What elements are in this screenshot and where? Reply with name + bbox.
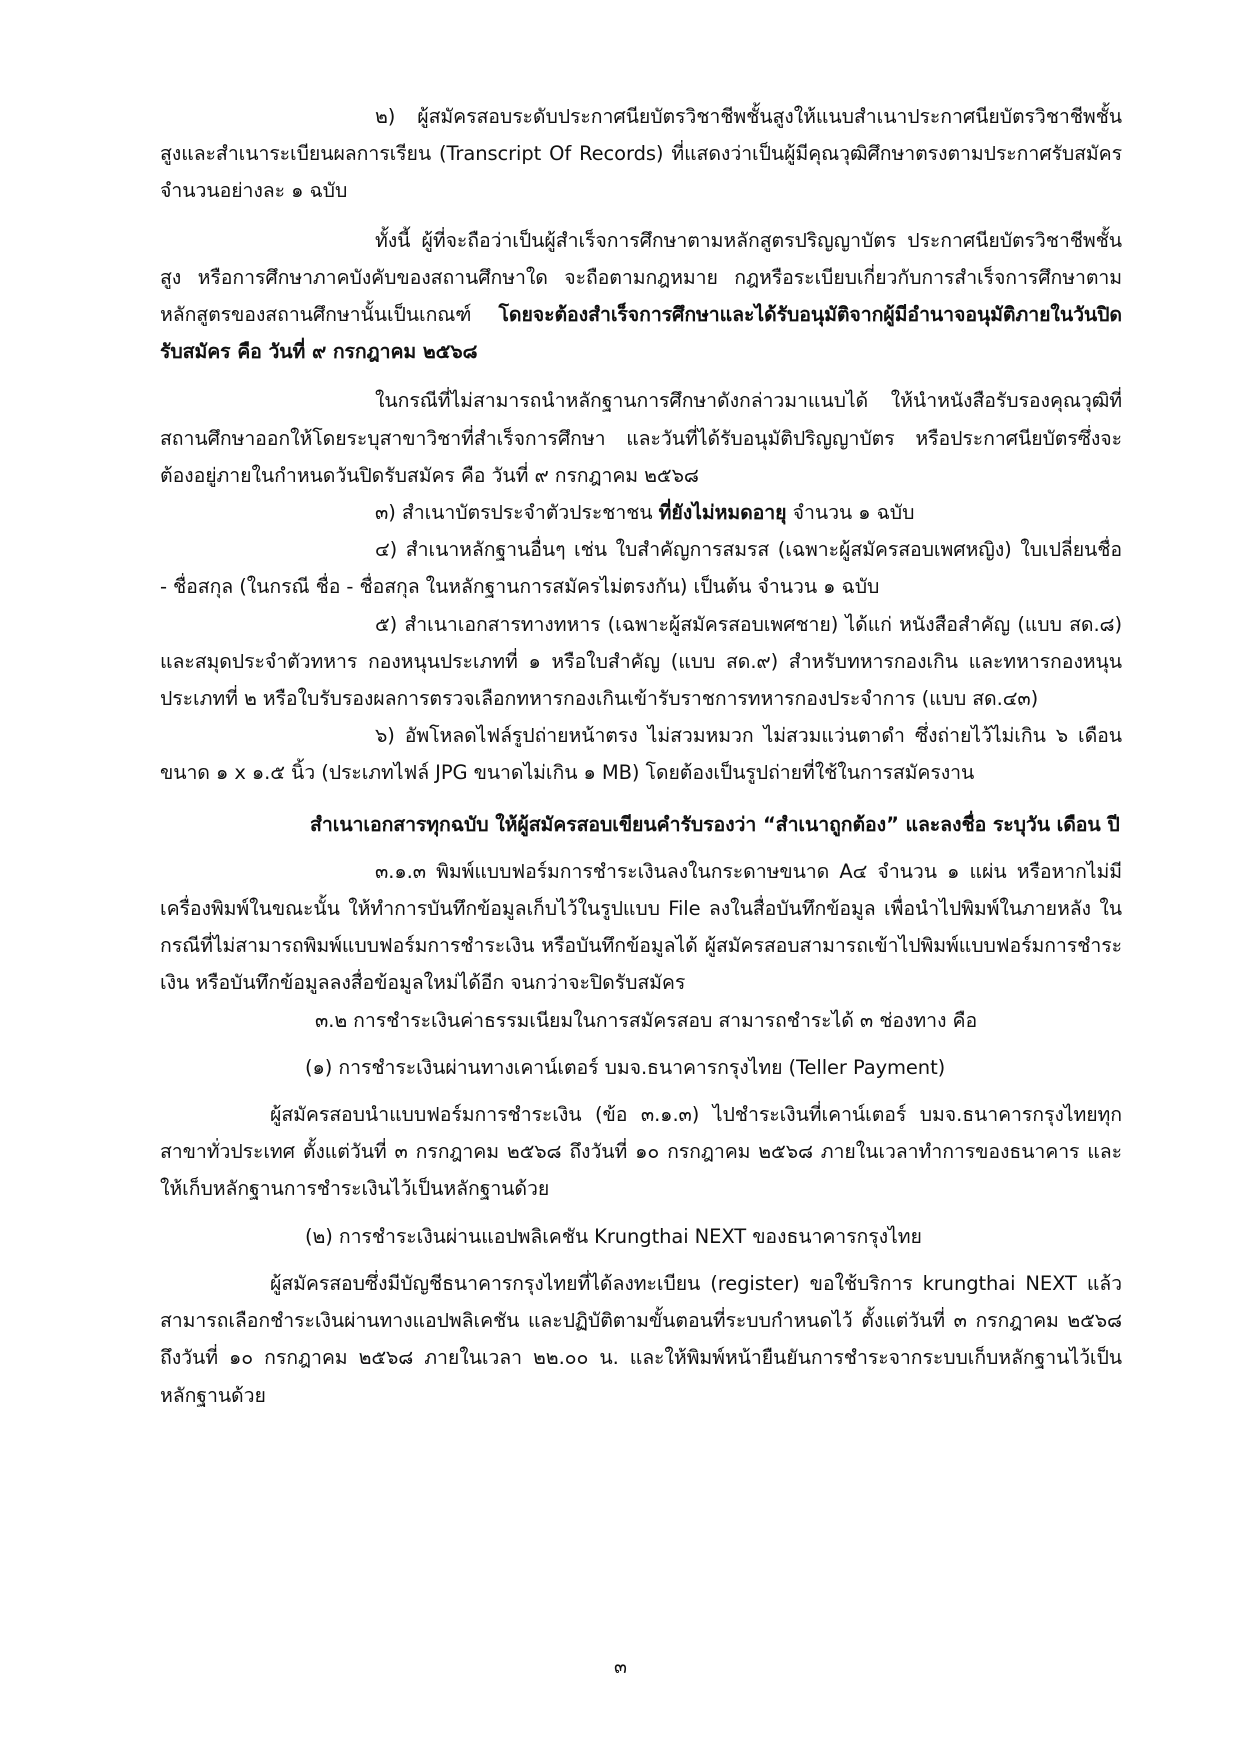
paragraph-other-evidence: ๔) สำเนาหลักฐานอื่นๆ เช่น ใบสำคัญการสมรส (เฉพาะผู้สมัครสอบเพศหญิง) ใบเปลี่ยนชื่อ - ชื่อสกุล (ในกรณี ชื่อ - ชื่อสกุล ในหลักฐานการสมัครไม่ตรงกัน) เป็นต้น จำนวน ๑ ฉบับ: [160, 538, 1122, 599]
id-card-text-b: จำนวน ๑ ฉบับ: [786, 501, 915, 525]
paragraph-print-payment-form: ๓.๑.๓ พิมพ์แบบฟอร์มการชำระเงินลงในกระดาษขนาด A๔ จำนวน ๑ แผ่น หรือหากไม่มีเครื่องพิมพ์ในขณะนั้น ให้ทำการบันทึกข้อมูลเก็บไว้ในรูปแบบ File ลงในสื่อบันทึกข้อมูล เพื่อนำไปพิมพ์ในภายหลัง ในกรณีที่ไม่สามารถพิมพ์แบบฟอร์มการชำระเงิน หรือบันทึกข้อมูลได้ ผู้สมัครสอบสามารถเข้าไปพิมพ์แบบฟอร์มการชำระเงิน หรือบันทึกข้อมูลลงสื่อข้อมูลใหม่ได้อีก จนกว่าจะปิดรับสมัคร: [160, 859, 1122, 995]
paragraph-app-payment: ผู้สมัครสอบซึ่งมีบัญชีธนาคารกรุงไทยที่ได้ลงทะเบียน (register) ขอใช้บริการ krungthai NEXT แล้วสามารถเลือกชำระเงินผ่านทางแอปพลิเคชัน และปฏิบัติตามขั้นตอนที่ระบบกำหนดไว้ ตั้งแต่วันที่ ๓ กรกฎาคม ๒๕๖๘ ถึงวันที่ ๑๐ กรกฎาคม ๒๕๖๘ ภายในเวลา ๒๒.๐๐ น. และให้พิมพ์หน้ายืนยันการชำระจากระบบเก็บหลักฐานไว้เป็นหลักฐานด้วย: [160, 1271, 1122, 1407]
paragraph-military-documents: ๕) สำเนาเอกสารทางทหาร (เฉพาะผู้สมัครสอบเพศชาย) ได้แก่ หนังสือสำคัญ (แบบ สด.๘) และสมุดประจำตัวทหาร กองหนุนประเภทที่ ๑ หรือใบสำคัญ (แบบ สด.๙) สำหรับทหารกองเกิน และทหารกองหนุนประเภทที่ ๒ หรือใบรับรองผลการตรวจเลือกทหารกองเกินเข้ารับราชการทหารกองประจำการ (แบบ สด.๔๓): [160, 612, 1122, 711]
heading-app-payment: (๒) การชำระเงินผ่านแอปพลิเคชัน Krungthai NEXT ของธนาคารกรุงไทย: [305, 1224, 922, 1248]
id-card-bold: ที่ยังไม่หมดอายุ: [658, 501, 787, 525]
page-number: ๓: [614, 1656, 627, 1678]
paragraph-certify-copies: สำเนาเอกสารทุกฉบับ ให้ผู้สมัครสอบเขียนคำรับรองว่า “สำเนาถูกต้อง” และลงชื่อ ระบุวัน เดือน ปี: [310, 812, 1120, 836]
paragraph-certificate-alternative: ในกรณีที่ไม่สามารถนำหลักฐานการศึกษาดังกล่าวมาแนบได้ ให้นำหนังสือรับรองคุณวุฒิที่สถานศึกษาออกให้โดยระบุสาขาวิชาที่สำเร็จการศึกษา และวันที่ได้รับอนุมัติปริญญาบัตร หรือประกาศนียบัตรซึ่งจะต้องอยู่ภายในกำหนดวันปิดรับสมัคร คือ วันที่ ๙ กรกฎาคม ๒๕๖๘: [160, 389, 1122, 487]
paragraph-photo-upload: ๖) อัพโหลดไฟล์รูปถ่ายหน้าตรง ไม่สวมหมวก ไม่สวมแว่นตาดำ ซึ่งถ่ายไว้ไม่เกิน ๖ เดือน ขนาด ๑ x ๑.๕ นิ้ว (ประเภทไฟล์ JPG ขนาดไม่เกิน ๑ MB) โดยต้องเป็นรูปถ่ายที่ใช้ในการสมัครงาน: [160, 724, 1122, 785]
paragraph-teller-payment: ผู้สมัครสอบนำแบบฟอร์มการชำระเงิน (ข้อ ๓.๑.๓) ไปชำระเงินที่เคาน์เตอร์ บมจ.ธนาคารกรุงไทยทุกสาขาทั่วประเทศ ตั้งแต่วันที่ ๓ กรกฎาคม ๒๕๖๘ ถึงวันที่ ๑๐ กรกฎาคม ๒๕๖๘ ภายในเวลาทำการของธนาคาร และให้เก็บหลักฐานการชำระเงินไว้เป็นหลักฐานด้วย: [160, 1103, 1122, 1201]
graduation-criteria-text: ทั้งนี้ ผู้ที่จะถือว่าเป็นผู้สำเร็จการศึกษาตามหลักสูตรปริญญาบัตร ประกาศนียบัตรวิชาชีพชั้นสูง หรือการศึกษาภาคบังคับของสถานศึกษาใด จะถือตามกฎหมาย กฎหรือระเบียบเกี่ยวกับการสำเร็จการศึกษาตามหลักสูตรของสถานศึกษานั้นเป็นเกณฑ์: [160, 228, 1122, 327]
paragraph-payment-channels: ๓.๒ การชำระเงินค่าธรรมเนียมในการสมัครสอบ สามารถชำระได้ ๓ ช่องทาง คือ: [315, 1008, 978, 1032]
document-body: [160, 98, 1122, 1414]
heading-teller-payment: (๑) การชำระเงินผ่านทางเคาน์เตอร์ บมจ.ธนาคารกรุงไทย (Teller Payment): [305, 1055, 946, 1079]
graduation-deadline-bold: โดยจะต้องสำเร็จการศึกษาและได้รับอนุมัติจากผู้มีอำนาจอนุมัติภายในวันปิดรับสมัคร คือ วันที่ ๙ กรกฎาคม ๒๕๖๘: [160, 303, 1122, 364]
paragraph-graduation-criteria: [160, 222, 1122, 371]
id-card-text-a: ๓) สำเนาบัตรประจำตัวประชาชน: [375, 501, 659, 525]
paragraph-id-card-copy: [160, 494, 1122, 531]
paragraph-transcript-requirement: ๒) ผู้สมัครสอบระดับประกาศนียบัตรวิชาชีพชั้นสูงให้แนบสำเนาประกาศนียบัตรวิชาชีพชั้นสูงและสำเนาระเบียนผลการเรียน (Transcript Of Records) ที่แสดงว่าเป็นผู้มีคุณวุฒิศึกษาตรงตามประกาศรับสมัคร จำนวนอย่างละ ๑ ฉบับ: [160, 105, 1122, 203]
